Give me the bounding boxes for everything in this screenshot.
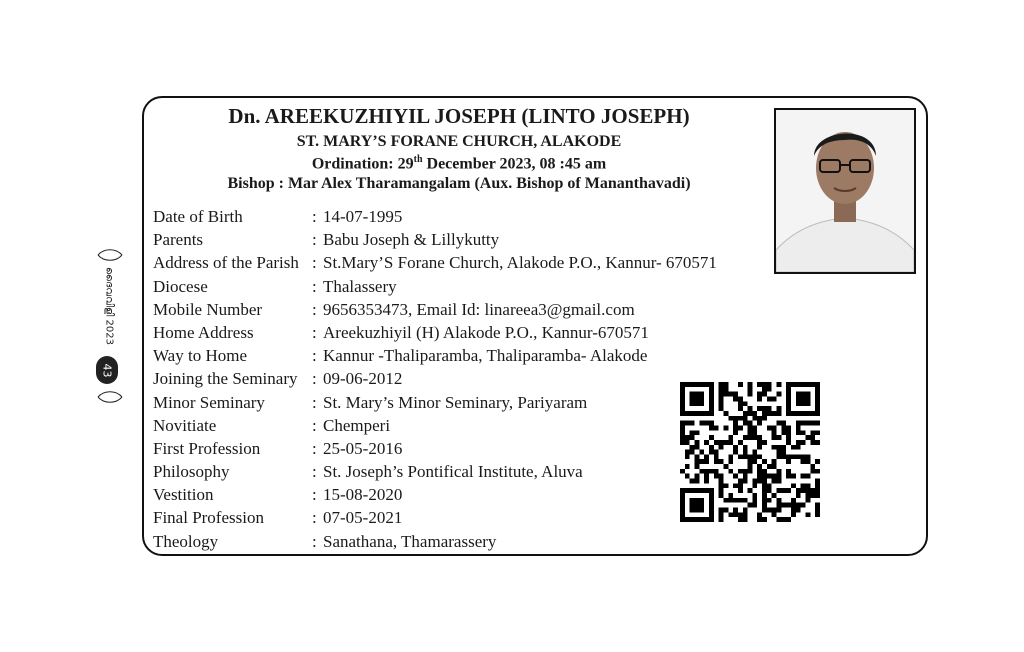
detail-separator: : [312, 230, 317, 250]
detail-value: St. Mary’s Minor Seminary, Pariyaram [323, 392, 588, 412]
ordination-suffix: December 2023, 08 :45 am [422, 155, 607, 173]
detail-label: Theology [153, 531, 219, 551]
detail-row [153, 251, 773, 274]
detail-label: Parents [153, 230, 204, 250]
detail-value: Thalassery [323, 276, 397, 296]
detail-value: Chemperi [323, 415, 391, 435]
detail-row [153, 321, 773, 344]
detail-label: Diocese [153, 276, 208, 296]
detail-value: Babu Joseph & Lillykutty [323, 230, 500, 250]
detail-value: St.Mary’S Forane Church, Alakode P.O., Kannur- 670571 [323, 253, 717, 273]
detail-separator: : [312, 207, 317, 226]
detail-label: Novitiate [153, 415, 217, 435]
detail-label: Date of Birth [153, 207, 243, 226]
detail-value: 07-05-2021 [323, 508, 403, 528]
detail-row [153, 344, 773, 367]
detail-value: Areekuzhiyil (H) Alakode P.O., Kannur-670571 [323, 322, 649, 342]
portrait-image [776, 110, 914, 272]
ordination-prefix: Ordination: 29 [311, 155, 414, 173]
detail-label: Way to Home [153, 346, 247, 366]
detail-value: 09-06-2012 [323, 369, 403, 389]
detail-separator: : [312, 438, 317, 458]
floral-ornament-icon [96, 390, 124, 404]
floral-ornament-icon [96, 248, 124, 262]
detail-separator: : [312, 531, 317, 551]
detail-row [153, 228, 773, 251]
detail-label: Address of the Parish [153, 253, 299, 273]
detail-separator: : [312, 322, 317, 342]
detail-separator: : [312, 253, 317, 273]
detail-value: 14-07-1995 [323, 207, 403, 226]
detail-separator: : [312, 346, 317, 366]
candidate-name: Dn. AREEKUZHIYIL JOSEPH (LINTO JOSEPH) [228, 104, 690, 128]
detail-value: 9656353473, Email Id: linareea3@gmail.com [323, 299, 635, 319]
detail-separator: : [312, 462, 317, 482]
portrait-photo [774, 108, 916, 274]
detail-row [153, 275, 773, 298]
qr-code-icon [680, 380, 820, 524]
detail-label: Minor Seminary [153, 392, 265, 412]
detail-value: Kannur -Thaliparamba, Thaliparamba- Alakode [323, 346, 648, 366]
detail-separator: : [312, 299, 317, 319]
detail-separator: : [312, 276, 317, 296]
detail-row [153, 530, 773, 553]
side-margin [92, 248, 126, 408]
detail-separator: : [312, 415, 317, 435]
side-caption: ദൈവവിളി 2023 [103, 267, 115, 345]
detail-value: St. Joseph’s Pontifical Institute, Aluva [323, 462, 583, 482]
detail-label: First Profession [153, 438, 261, 458]
detail-value: 15-08-2020 [323, 485, 403, 505]
detail-label: Philosophy [153, 462, 230, 482]
detail-label: Vestition [153, 485, 214, 505]
ordination-sup: th [413, 154, 423, 165]
detail-separator: : [312, 485, 317, 505]
detail-label: Joining the Seminary [153, 369, 298, 389]
detail-row [153, 298, 773, 321]
page-number-badge [96, 356, 118, 384]
detail-label: Home Address [153, 322, 254, 342]
page-number: 43 [100, 363, 114, 377]
detail-row [153, 205, 773, 228]
detail-separator: : [312, 392, 317, 412]
ordination-line [144, 154, 774, 173]
detail-label: Mobile Number [153, 299, 263, 319]
bishop-line: Bishop : Mar Alex Tharamangalam (Aux. Bishop of Mananthavadi) [227, 175, 691, 192]
detail-value: Sanathana, Thamarassery [323, 531, 497, 551]
detail-separator: : [312, 508, 317, 528]
detail-separator: : [312, 369, 317, 389]
church-name: ST. MARY’S FORANE CHURCH, ALAKODE [296, 133, 622, 150]
detail-value: 25-05-2016 [323, 438, 403, 458]
detail-label: Final Profession [153, 508, 264, 528]
